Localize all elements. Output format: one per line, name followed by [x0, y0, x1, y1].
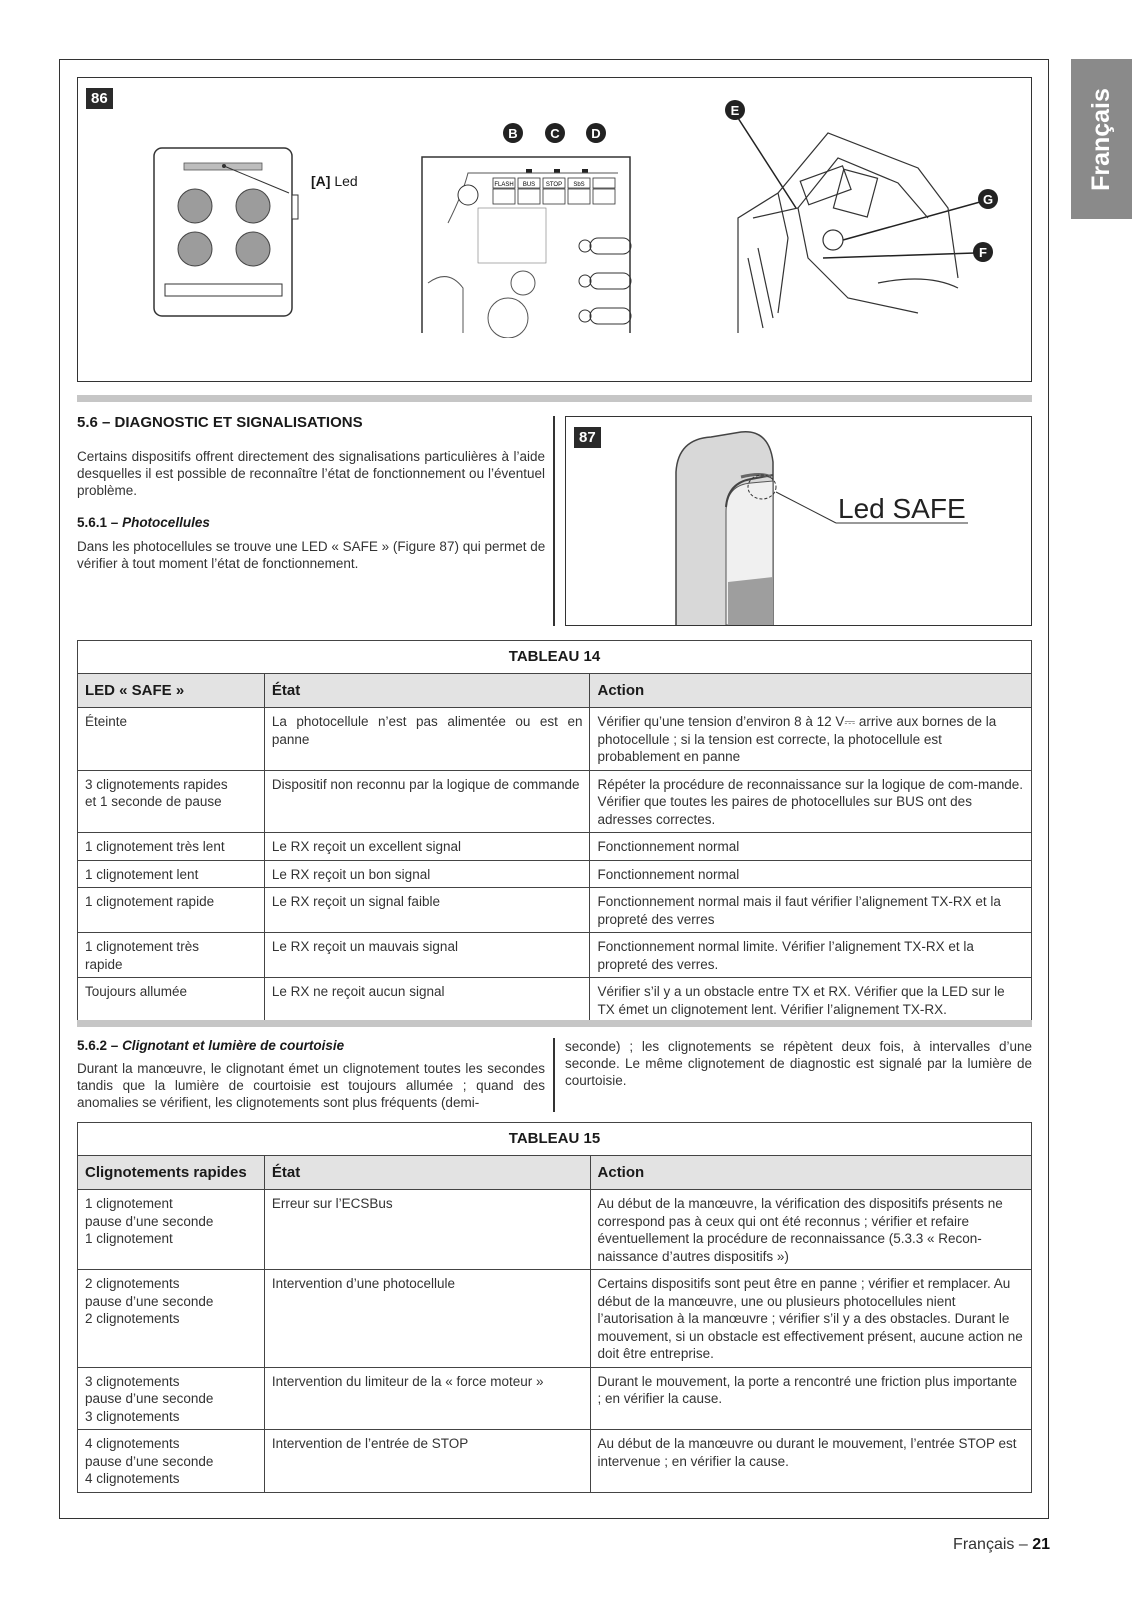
svg-text:FLASH: FLASH — [494, 182, 514, 188]
table-row: Toujours allumée Le RX ne reçoit aucun signal Vérifier s’il y a un obstacle entre TX et RX. Vérifier que la LED sur le TX émet un clignotement lent. Vérifier l’alignement TX-RX. — [78, 978, 1032, 1023]
svg-text:SbS: SbS — [573, 182, 585, 188]
table-row: 1 clignotement très lent Le RX reçoit un excellent signal Fonctionnement normal — [78, 833, 1032, 861]
subsection-5-6-1-text: Dans les photocellules se trouve une LED « SAFE » (Figure 87) qui permet de vérifier à tout moment l’état de fonctionnement. — [77, 539, 546, 571]
led-callout-label: [A] Led — [311, 173, 358, 189]
section-title: 5.6 – DIAGNOSTIC ET SIGNALISATIONS — [77, 414, 363, 431]
svg-text:STOP: STOP — [545, 182, 563, 188]
figure-86 — [77, 77, 1032, 382]
svg-text:BUS: BUS — [522, 182, 536, 188]
callout-e: E — [730, 103, 740, 118]
section-intro: Certains dispositifs offrent directement des signalisations particulières à l’aide desquelles il est possible de reconnaître l’état de fonctionnement ou l’éventuel problème. — [77, 449, 545, 498]
subsection-5-6-2-text-left: Durant la manœuvre, le clignotant émet un clignotement toutes les secondes tandis que la lumière de courtoisie est toujours allumée ; quand des anomalies se vérifient, les clignotements sont plus fréquents (demi- — [77, 1061, 545, 1110]
figure-87 — [565, 416, 1032, 626]
table-row: 1 clignotement lent Le RX reçoit un bon signal Fonctionnement normal — [78, 860, 1032, 888]
subsection-5-6-2-text-right: seconde) ; les clignotements se répètent deux fois, à intervalles d’une seconde. Le même clignotement de diagnostic est signalé par la lumière de courtoisie. — [565, 1039, 1032, 1088]
table-row: Éteinte La photocellule n’est pas alimentée ou est en panne Vérifier qu’une tension d’environ 8 à 12 V⎓ arrive aux bornes de la photocellule ; si la tension est correcte, la photocellule est probablement en panne — [78, 708, 1032, 771]
table-caption: TABLEAU 14 — [78, 641, 1032, 674]
remote-control-illustration — [148, 143, 408, 333]
callout-b: B — [508, 126, 518, 141]
subsection-5-6-2-heading: 5.6.2 – Clignotant et lumière de courtoisie — [77, 1038, 345, 1053]
callout-d: D — [591, 126, 601, 141]
column-header: État — [264, 673, 590, 708]
control-board-illustration — [418, 113, 648, 338]
led-safe-label: Led SAFE — [838, 493, 966, 524]
table-row: 3 clignotements rapides et 1 seconde de pause Dispositif non reconnu par la logique de commande Répéter la procédure de reconnaissance sur la logique de com-mande. Vérifier que toutes les paires de photocellules sur BUS ont des adresses correctes. — [78, 770, 1032, 833]
page-number: 21 — [1032, 1536, 1050, 1553]
motor-unit-illustration — [718, 98, 1008, 338]
separator-bar — [77, 395, 1032, 402]
table-row: 2 clignotements pause d’une seconde 2 clignotements Intervention d’une photocellule Certains dispositifs sont peut être en panne ; vérifier et remplacer. Au début de la manœuvre, une ou plusieurs photocellules nient l’autorisation à la manœuvre ; vérifier s’il y a des obstacles. Durant le mouvement, si un obstacle est effectivement présent, aucune action ne doit être entreprise. — [78, 1270, 1032, 1368]
table-14 — [77, 640, 1032, 1023]
table-row: 1 clignotement pause d’une seconde 1 clignotement Erreur sur l’ECSBus Au début de la manœuvre, la vérification des dispositifs présents ne correspond pas à ceux qui ont été reconnus ; vérifier et refaire éventuellement la procédure de reconnaissance (5.3.3 « Recon-naissance d’autres dispositifs ») — [78, 1190, 1032, 1270]
table-caption: TABLEAU 15 — [78, 1123, 1032, 1156]
figure-number: 86 — [86, 88, 113, 109]
column-header: Clignotements rapides — [78, 1155, 265, 1190]
column-header: Action — [590, 1155, 1031, 1190]
table-15 — [77, 1122, 1032, 1493]
column-header: État — [264, 1155, 590, 1190]
photocell-illustration — [566, 417, 1031, 625]
table-row: 1 clignotement très rapide Le RX reçoit un mauvais signal Fonctionnement normal limite. Vérifier l’alignement TX-RX et la propreté des verres. — [78, 933, 1032, 978]
page-footer: Français – 21 — [953, 1536, 1050, 1553]
column-header: Action — [590, 673, 1032, 708]
subsection-5-6-1-heading: 5.6.1 – Photocellules — [77, 515, 210, 530]
callout-c: C — [550, 126, 560, 141]
column-header: LED « SAFE » — [78, 673, 265, 708]
callout-f: F — [979, 245, 987, 260]
table-row: 4 clignotements pause d’une seconde 4 clignotements Intervention de l’entrée de STOP Au début de la manœuvre ou durant le mouvement, l’entrée STOP est intervenue ; en vérifier la cause. — [78, 1430, 1032, 1493]
table-row: 1 clignotement rapide Le RX reçoit un signal faible Fonctionnement normal mais il faut vérifier l’alignement TX-RX et la propreté des verres — [78, 888, 1032, 933]
column-divider — [553, 1038, 555, 1112]
language-tab: Français — [1071, 59, 1132, 219]
column-divider — [553, 416, 555, 626]
figure-number: 87 — [574, 427, 601, 448]
table-row: 3 clignotements pause d’une seconde 3 clignotements Intervention du limiteur de la « force moteur » Durant le mouvement, la porte a rencontré une friction plus importante ; en vérifier la cause. — [78, 1367, 1032, 1430]
separator-bar — [77, 1020, 1032, 1027]
callout-g: G — [982, 192, 994, 207]
